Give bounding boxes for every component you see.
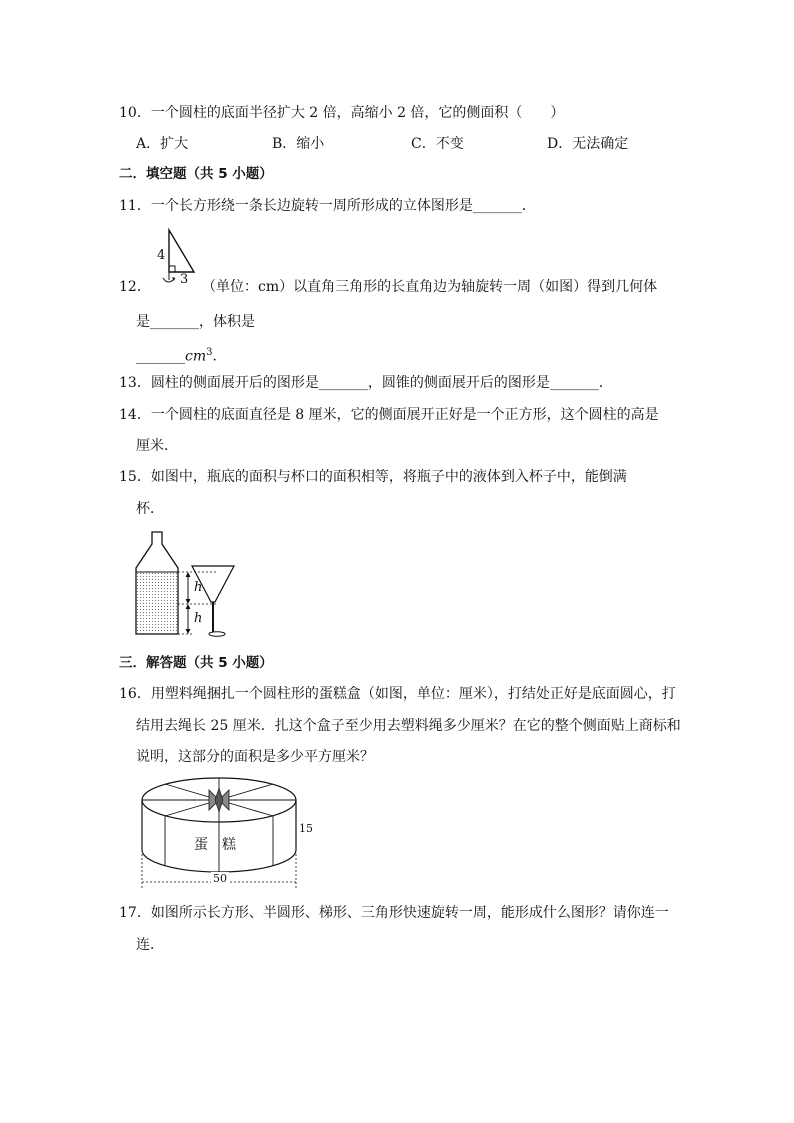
- q15-label-h1: h: [194, 580, 203, 595]
- q14-line1: 14．一个圆柱的底面直径是 8 厘米，它的侧面展开正好是一个正方形，这个圆柱的高是: [119, 407, 659, 423]
- q16-height-label: 15: [299, 822, 313, 835]
- q12-label-horizontal: 3: [180, 272, 189, 287]
- q12-line2: 是_______，体积是: [136, 314, 255, 330]
- q16-cake-label-2: 糕: [222, 837, 236, 853]
- q13-text: 13．圆柱的侧面展开后的图形是_______，圆锥的侧面展开后的图形是_______．: [119, 375, 613, 391]
- q12-number: 12．: [119, 279, 151, 295]
- q16-line1: 16．用塑料绳捆扎一个圆柱形的蛋糕盒（如图，单位：厘米），打结处正好是底面圆心，打: [119, 686, 676, 702]
- q12-label-vertical: 4: [157, 248, 166, 263]
- q17-line1: 17．如图所示长方形、半圆形、梯形、三角形快速旋转一周，能形成什么图形？请你连一: [119, 905, 669, 921]
- q15-label-h2: h: [194, 611, 203, 626]
- q17-line2: 连．: [136, 937, 164, 953]
- q12-answer-blank: _______: [136, 348, 185, 365]
- q15-line2: 杯．: [136, 501, 164, 517]
- q16-diameter-label: 50: [213, 872, 227, 885]
- q11-text: 11．一个长方形绕一条长边旋转一周所形成的立体图形是_______．: [119, 198, 536, 214]
- q15-line1: 15．如图中，瓶底的面积与杯口的面积相等，将瓶子中的液体到入杯子中，能倒满: [119, 469, 627, 485]
- q10-choice-d: D．无法确定: [547, 136, 629, 152]
- q16-cake-label-1: 蛋: [194, 837, 208, 853]
- q12-unit-exponent: 3: [206, 347, 213, 358]
- q14-line2: 厘米．: [136, 438, 178, 454]
- q12-text: （单位：cm）以直角三角形的长直角边为轴旋转一周（如图）得到几何体: [202, 279, 658, 295]
- q10-choice-c: C．不变: [411, 136, 464, 152]
- q12-line3: [136, 343, 227, 367]
- section-3-title: 三．解答题（共 5 小题）: [119, 655, 273, 671]
- q10-choice-b: B．缩小: [272, 136, 325, 152]
- q12-period: ．: [212, 348, 227, 365]
- section-2-title: 二．填空题（共 5 小题）: [119, 166, 273, 182]
- q10-choice-a: A．扩大: [136, 136, 189, 152]
- q16-line3: 说明，这部分的面积是多少平方厘米？: [136, 749, 374, 765]
- q10-stem: 10．一个圆柱的底面半径扩大 2 倍，高缩小 2 倍，它的侧面积（ ）: [119, 105, 565, 121]
- q12-unit: cm: [185, 348, 207, 365]
- q16-line2: 结用去绳长 25 厘米．扎这个盒子至少用去塑料绳多少厘米？在它的整个侧面贴上商标和: [136, 718, 681, 734]
